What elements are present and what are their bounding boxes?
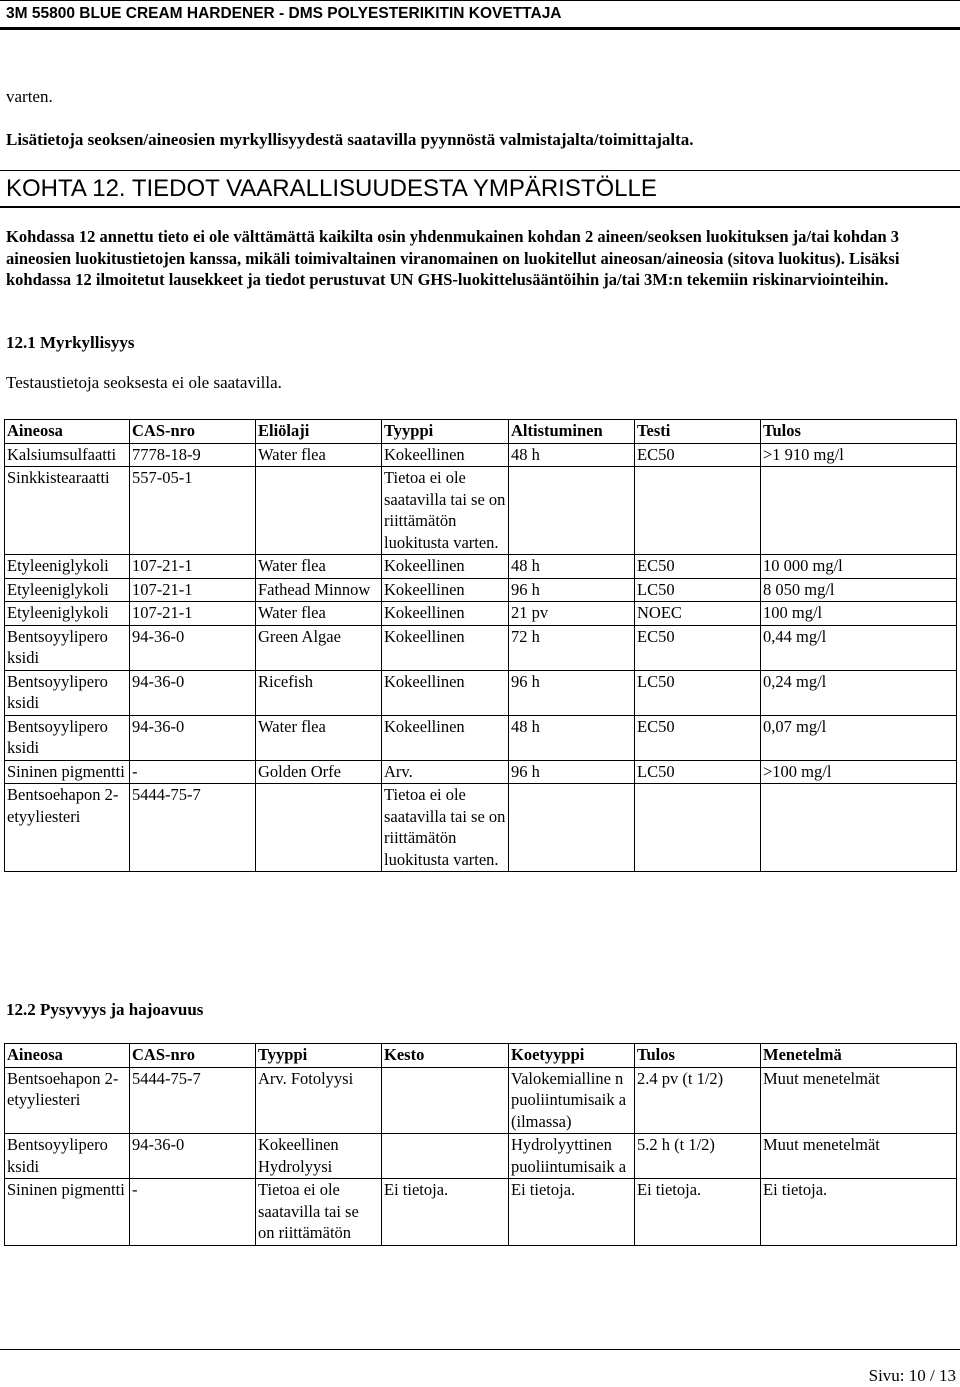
toxicity-cell: 7778-18-9: [130, 443, 256, 467]
toxicity-cell: Ricefish: [256, 670, 382, 715]
toxicity-heading: 12.1 Myrkyllisyys: [6, 333, 135, 352]
toxicity-cell: [256, 467, 382, 555]
persistence-cell: Sininen pigmentti: [5, 1179, 130, 1246]
toxicity-cell: 0,44 mg/l: [761, 625, 957, 670]
toxicity-row: [5, 602, 957, 626]
toxicity-cell: [256, 784, 382, 872]
persistence-cell: Bentsoyylipero ksidi: [5, 1134, 130, 1179]
document-title: 3M 55800 BLUE CREAM HARDENER - DMS POLYESTERIKITIN KOVETTAJA: [6, 5, 562, 22]
toxicity-cell: [635, 784, 761, 872]
persistence-cell: Ei tietoja.: [509, 1179, 635, 1246]
toxicity-row: [5, 578, 957, 602]
toxicity-row: [5, 467, 957, 555]
persistence-row: [5, 1067, 957, 1134]
toxicity-cell: Golden Orfe: [256, 760, 382, 784]
toxicity-cell: 100 mg/l: [761, 602, 957, 626]
persistence-cell: -: [130, 1179, 256, 1246]
toxicity-cell: -: [130, 760, 256, 784]
toxicity-cell: Water flea: [256, 602, 382, 626]
toxicity-cell: EC50: [635, 555, 761, 579]
toxicity-cell: Kokeellinen: [382, 715, 509, 760]
toxicity-row: [5, 784, 957, 872]
toxicity-cell: LC50: [635, 578, 761, 602]
section-intro-text: Kohdassa 12 annettu tieto ei ole välttämättä kaikilta osin yhdenmukainen kohdan 2 aineen/seoksen luokituksen ja/tai kohdan 3 aineosien luokitustietojen kanssa, mikäli toimivaltainen viranomainen on luokitellut aineosan/aineosia (sitova luokitus). Lisäksi kohdassa 12 ilmoitetut lausekkeet ja tiedot perustuvat UN GHS-luokittelusääntöihin ja/tai 3M:n tekemiin riskinarviointeihin.: [6, 227, 900, 289]
toxicity-cell: NOEC: [635, 602, 761, 626]
toxicity-row: [5, 715, 957, 760]
toxicity-cell: Kalsiumsulfaatti: [5, 443, 130, 467]
persistence-cell: Ei tietoja.: [382, 1179, 509, 1246]
persistence-header-cell: Menetelmä: [761, 1044, 957, 1068]
persistence-cell: Bentsoehapon 2-etyyliesteri: [5, 1067, 130, 1134]
toxicity-cell: LC50: [635, 760, 761, 784]
toxicity-header-cell: Tyyppi: [382, 420, 509, 444]
toxicity-header-cell: Testi: [635, 420, 761, 444]
toxicity-cell: Fathead Minnow: [256, 578, 382, 602]
persistence-header-cell: Aineosa: [5, 1044, 130, 1068]
persistence-cell: Kokeellinen Hydrolyysi: [256, 1134, 382, 1179]
toxicity-cell: Bentsoyylipero ksidi: [5, 670, 130, 715]
persistence-row: [5, 1179, 957, 1246]
footer-divider: [0, 1349, 960, 1350]
toxicity-cell: EC50: [635, 625, 761, 670]
persistence-cell: 5444-75-7: [130, 1067, 256, 1134]
continuation-text: varten.: [6, 87, 53, 106]
persistence-header-cell: CAS-nro: [130, 1044, 256, 1068]
persistence-cell: Tietoa ei ole saatavilla tai se on riittämätön: [256, 1179, 382, 1246]
toxicity-cell: Etyleeniglykoli: [5, 578, 130, 602]
toxicity-header-cell: CAS-nro: [130, 420, 256, 444]
page-number: Sivu: 10 / 13: [868, 1366, 956, 1385]
toxicity-row: [5, 443, 957, 467]
toxicity-note: Testaustietoja seoksesta ei ole saatavilla.: [6, 373, 282, 392]
persistence-header-cell: Tyyppi: [256, 1044, 382, 1068]
persistence-cell: 5.2 h (t 1/2): [635, 1134, 761, 1179]
toxicity-cell: Bentsoyylipero ksidi: [5, 715, 130, 760]
persistence-cell: 94-36-0: [130, 1134, 256, 1179]
toxicity-header-cell: Altistuminen: [509, 420, 635, 444]
toxicity-row: [5, 670, 957, 715]
toxicity-row: [5, 760, 957, 784]
toxicity-cell: 72 h: [509, 625, 635, 670]
persistence-cell: [382, 1067, 509, 1134]
toxicity-cell: Water flea: [256, 555, 382, 579]
toxicity-cell: 96 h: [509, 578, 635, 602]
toxicity-row: [5, 555, 957, 579]
persistence-header-cell: Tulos: [635, 1044, 761, 1068]
toxicity-cell: 107-21-1: [130, 602, 256, 626]
section-intro: [6, 226, 954, 291]
toxicity-cell: Kokeellinen: [382, 443, 509, 467]
persistence-cell: 2.4 pv (t 1/2): [635, 1067, 761, 1134]
section-title: KOHTA 12. TIEDOT VAARALLISUUDESTA YMPÄRISTÖLLE: [6, 175, 657, 202]
persistence-cell: Arv. Fotolyysi: [256, 1067, 382, 1134]
persistence-cell: Valokemialline n puoliintumisaik a (ilmassa): [509, 1067, 635, 1134]
toxicity-cell: 5444-75-7: [130, 784, 256, 872]
toxicity-header-row: [5, 420, 957, 444]
persistence-header-cell: Kesto: [382, 1044, 509, 1068]
toxicity-cell: [509, 467, 635, 555]
toxicity-cell: 21 pv: [509, 602, 635, 626]
persistence-cell: Muut menetelmät: [761, 1134, 957, 1179]
toxicity-cell: Etyleeniglykoli: [5, 602, 130, 626]
toxicity-cell: [761, 784, 957, 872]
toxicity-cell: Water flea: [256, 443, 382, 467]
toxicity-cell: Green Algae: [256, 625, 382, 670]
toxicity-cell: 557-05-1: [130, 467, 256, 555]
toxicity-cell: 10 000 mg/l: [761, 555, 957, 579]
toxicity-cell: EC50: [635, 443, 761, 467]
persistence-row: [5, 1134, 957, 1179]
toxicity-cell: EC50: [635, 715, 761, 760]
persistence-table: [4, 1043, 957, 1246]
toxicity-cell: 0,07 mg/l: [761, 715, 957, 760]
toxicity-cell: Kokeellinen: [382, 625, 509, 670]
persistence-cell: Ei tietoja.: [635, 1179, 761, 1246]
toxicity-cell: [509, 784, 635, 872]
toxicity-header-cell: Eliölaji: [256, 420, 382, 444]
toxicity-cell: Sinkkistearaatti: [5, 467, 130, 555]
toxicity-cell: [635, 467, 761, 555]
toxicity-cell: Kokeellinen: [382, 602, 509, 626]
toxicity-cell: Arv.: [382, 760, 509, 784]
toxicity-cell: 96 h: [509, 760, 635, 784]
toxicity-cell: Kokeellinen: [382, 555, 509, 579]
toxicity-cell: >1 910 mg/l: [761, 443, 957, 467]
toxicity-cell: Tietoa ei ole saatavilla tai se on riittämätön luokitusta varten.: [382, 784, 509, 872]
toxicity-cell: >100 mg/l: [761, 760, 957, 784]
persistence-cell: Muut menetelmät: [761, 1067, 957, 1134]
persistence-heading: 12.2 Pysyvyys ja hajoavuus: [6, 1000, 204, 1019]
toxicity-cell: 94-36-0: [130, 625, 256, 670]
toxicity-cell: Kokeellinen: [382, 670, 509, 715]
toxicity-cell: LC50: [635, 670, 761, 715]
toxicity-cell: 107-21-1: [130, 555, 256, 579]
toxicity-cell: [761, 467, 957, 555]
toxicity-cell: 8 050 mg/l: [761, 578, 957, 602]
toxicity-header-cell: Tulos: [761, 420, 957, 444]
persistence-header-cell: Koetyyppi: [509, 1044, 635, 1068]
persistence-header-row: [5, 1044, 957, 1068]
toxicity-cell: 48 h: [509, 715, 635, 760]
toxicity-cell: Etyleeniglykoli: [5, 555, 130, 579]
toxicity-cell: 48 h: [509, 443, 635, 467]
toxicity-cell: Water flea: [256, 715, 382, 760]
toxicity-cell: Bentsoehapon 2-etyyliesteri: [5, 784, 130, 872]
toxicity-cell: 94-36-0: [130, 715, 256, 760]
toxicity-cell: Sininen pigmentti: [5, 760, 130, 784]
additional-info-text: Lisätietoja seoksen/aineosien myrkyllisyydestä saatavilla pyynnöstä valmistajalta/toimittajalta.: [6, 130, 694, 149]
toxicity-cell: Kokeellinen: [382, 578, 509, 602]
toxicity-cell: 107-21-1: [130, 578, 256, 602]
toxicity-cell: 96 h: [509, 670, 635, 715]
document-header: [0, 0, 960, 30]
section-header: [0, 170, 960, 208]
toxicity-cell: Tietoa ei ole saatavilla tai se on riittämätön luokitusta varten.: [382, 467, 509, 555]
toxicity-cell: 94-36-0: [130, 670, 256, 715]
persistence-cell: Ei tietoja.: [761, 1179, 957, 1246]
persistence-cell: [382, 1134, 509, 1179]
toxicity-cell: Bentsoyylipero ksidi: [5, 625, 130, 670]
toxicity-header-cell: Aineosa: [5, 420, 130, 444]
toxicity-table: [4, 419, 957, 872]
toxicity-cell: 48 h: [509, 555, 635, 579]
toxicity-cell: 0,24 mg/l: [761, 670, 957, 715]
persistence-cell: Hydrolyyttinen puoliintumisaik a: [509, 1134, 635, 1179]
toxicity-row: [5, 625, 957, 670]
